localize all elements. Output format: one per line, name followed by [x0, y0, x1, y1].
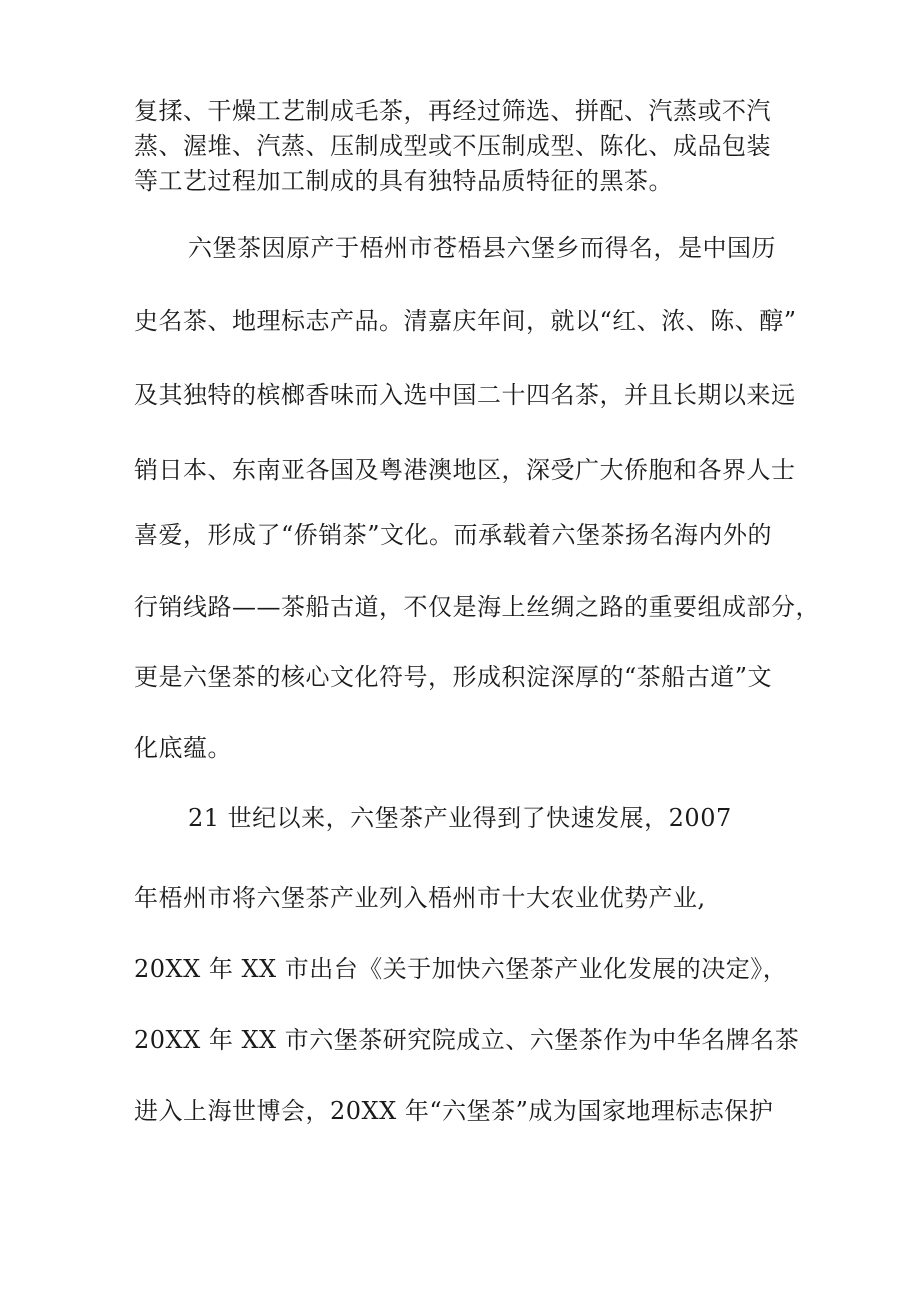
paragraph-line: 进入上海世博会，20XX 年“六堡茶”成为国家地理标志保护 — [134, 1097, 774, 1125]
paragraph-line: 行销线路——茶船古道，不仅是海上丝绸之路的重要组成部分， — [134, 593, 820, 621]
paragraph-line: 化底蕴。 — [134, 734, 232, 762]
paragraph-line: 及其独特的槟榔香味而入选中国二十四名茶，并且长期以来远 — [134, 381, 796, 409]
paragraph-line: 20XX 年 XX 市出台《关于加快六堡茶产业化发展的决定》， — [134, 955, 788, 983]
paragraph-line: 六堡茶因原产于梧州市苍梧县六堡乡而得名，是中国历 — [188, 234, 776, 262]
paragraph-line: 复揉、干燥工艺制成毛茶，再经过筛选、拼配、汽蒸或不汽 — [134, 97, 771, 125]
paragraph-line: 史名茶、地理标志产品。清嘉庆年间，就以“红、浓、陈、醇” — [134, 307, 797, 335]
paragraph-line: 21 世纪以来，六堡茶产业得到了快速发展，2007 — [188, 804, 732, 832]
paragraph-line: 喜爱，形成了“侨销茶”文化。而承载着六堡茶扬名海内外的 — [134, 521, 773, 549]
paragraph-line: 更是六堡茶的核心文化符号，形成积淀深厚的“茶船古道”文 — [134, 663, 773, 691]
paragraph-line: 蒸、渥堆、汽蒸、压制成型或不压制成型、陈化、成品包装 — [134, 132, 771, 160]
paragraph-line: 20XX 年 XX 市六堡茶研究院成立、六堡茶作为中华名牌名茶 — [134, 1026, 800, 1054]
paragraph-line: 等工艺过程加工制成的具有独特品质特征的黑茶。 — [134, 167, 673, 195]
paragraph-line: 年梧州市将六堡茶产业列入梧州市十大农业优势产业, — [134, 884, 706, 912]
paragraph-line: 销日本、东南亚各国及粤港澳地区，深受广大侨胞和各界人士 — [134, 456, 796, 484]
